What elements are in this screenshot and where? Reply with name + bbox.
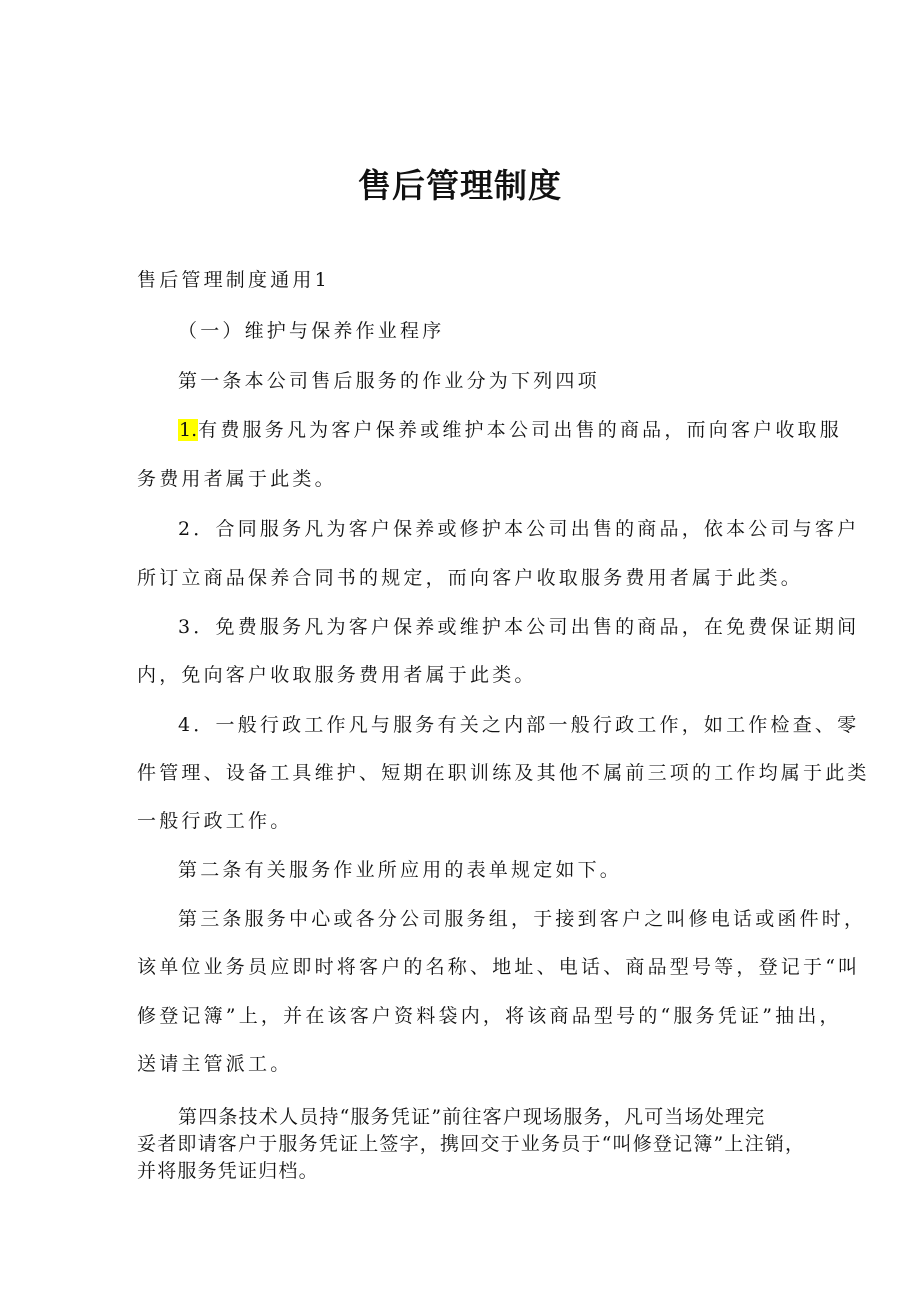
item-3-line-2: 内，免向客户收取服务费用者属于此类。	[137, 664, 537, 686]
item-4-line-1: 4．一般行政工作凡与服务有关之内部一般行政工作，如工作检查、零	[178, 714, 860, 736]
section-heading: （一）维护与保养作业程序	[178, 320, 445, 342]
article-2: 第二条有关服务作业所应用的表单规定如下。	[178, 859, 623, 881]
document-subtitle: 售后管理制度通用1	[137, 269, 330, 291]
article-3-line-2: 该单位业务员应即时将客户的名称、地址、电话、商品型号等，登记于“叫	[137, 956, 861, 978]
item-1-line-1	[178, 415, 842, 442]
article-4-line-1: 第四条技术人员持“服务凭证”前往客户现场服务，凡可当场处理完	[178, 1106, 766, 1128]
item-4-line-2: 件管理、设备工具维护、短期在职训练及其他不属前三项的工作均属于此类	[137, 762, 870, 784]
item-2-line-1: 2．合同服务凡为客户保养或修护本公司出售的商品，依本公司与客户	[178, 518, 860, 540]
article-1: 第一条本公司售后服务的作业分为下列四项	[178, 370, 600, 392]
article-4-line-2: 妥者即请客户于服务凭证上签字，携回交于业务员于“叫修登记簿”上注销，	[137, 1133, 806, 1155]
item-3-line-1: 3．免费服务凡为客户保养或维护本公司出售的商品，在免费保证期间	[178, 616, 860, 638]
item-1-text: 有费服务凡为客户保养或维护本公司出售的商品，而向客户收取服	[198, 419, 842, 441]
item-2-line-2: 所订立商品保养合同书的规定，而向客户收取服务费用者属于此类。	[137, 567, 804, 589]
item-1-line-2: 务费用者属于此类。	[137, 468, 337, 490]
document-title: 售后管理制度	[358, 166, 562, 205]
highlighted-item-number: 1.	[179, 419, 198, 441]
item-4-line-3: 一般行政工作。	[137, 810, 293, 832]
article-3-line-1: 第三条服务中心或各分公司服务组，于接到客户之叫修电话或函件时，	[178, 908, 867, 930]
article-3-line-3: 修登记簿”上，并在该客户资料袋内，将该商品型号的“服务凭证”抽出，	[137, 1005, 842, 1027]
article-4-line-3: 并将服务凭证归档。	[137, 1160, 319, 1182]
article-3-line-4: 送请主管派工。	[137, 1053, 293, 1075]
